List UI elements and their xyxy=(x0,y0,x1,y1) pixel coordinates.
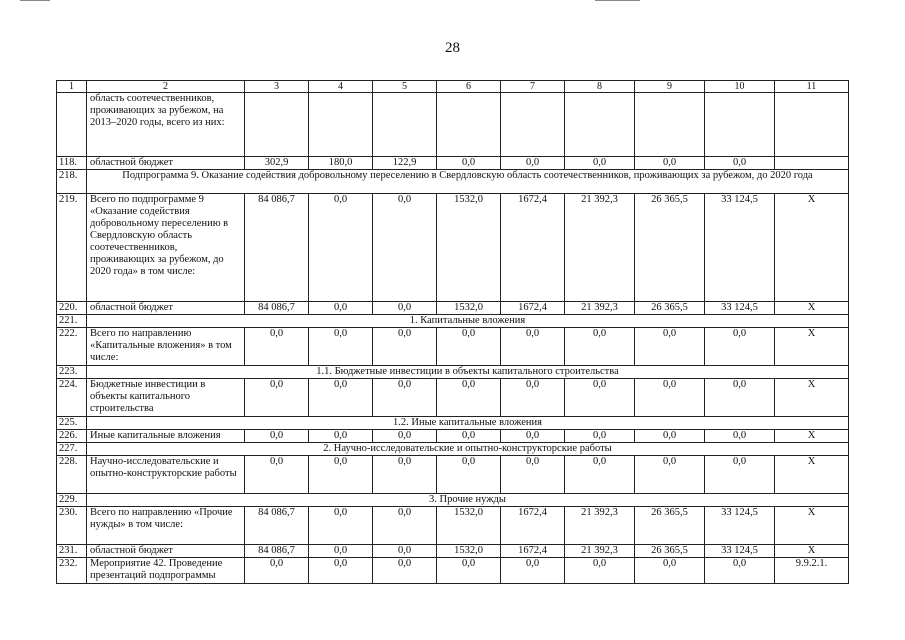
value-cell: 0,0 xyxy=(309,379,373,417)
value-cell: 0,0 xyxy=(373,558,437,584)
table-row xyxy=(57,558,849,584)
row-description: область соотечественников, проживающих за рубежом, на 2013–2020 годы, всего из них: xyxy=(87,93,245,157)
row-description: областной бюджет xyxy=(87,157,245,170)
row-description: Бюджетные инвестиции в объекты капитального строительства xyxy=(87,379,245,417)
row-description: Всего по направлению «Капитальные вложения» в том числе: xyxy=(87,328,245,366)
value-cell: 21 392,3 xyxy=(565,545,635,558)
row-description: областной бюджет xyxy=(87,302,245,315)
value-cell: 0,0 xyxy=(373,302,437,315)
value-cell: 1672,4 xyxy=(501,302,565,315)
section-heading-row xyxy=(57,443,849,456)
value-cell xyxy=(775,157,849,170)
value-cell: 0,0 xyxy=(373,507,437,545)
row-number: 229. xyxy=(57,494,87,507)
value-cell: 26 365,5 xyxy=(635,302,705,315)
value-cell: 0,0 xyxy=(705,328,775,366)
section-heading: 1.1. Бюджетные инвестиции в объекты капитального строительства xyxy=(87,366,849,379)
value-cell xyxy=(565,93,635,157)
row-number: 228. xyxy=(57,456,87,494)
value-cell: 1672,4 xyxy=(501,194,565,302)
value-cell xyxy=(635,93,705,157)
table-row xyxy=(57,545,849,558)
value-cell: 0,0 xyxy=(565,558,635,584)
row-number: 219. xyxy=(57,194,87,302)
value-cell: 1532,0 xyxy=(437,194,501,302)
row-number xyxy=(57,93,87,157)
value-cell: X xyxy=(775,545,849,558)
value-cell: 0,0 xyxy=(245,558,309,584)
row-number: 221. xyxy=(57,315,87,328)
value-cell: 0,0 xyxy=(309,328,373,366)
table-row xyxy=(57,194,849,302)
value-cell: 1532,0 xyxy=(437,545,501,558)
table-row xyxy=(57,157,849,170)
value-cell: 84 086,7 xyxy=(245,302,309,315)
value-cell: 1532,0 xyxy=(437,507,501,545)
value-cell: 0,0 xyxy=(565,328,635,366)
value-cell: 26 365,5 xyxy=(635,507,705,545)
section-heading-row xyxy=(57,417,849,430)
value-cell: 0,0 xyxy=(705,379,775,417)
row-number: 226. xyxy=(57,430,87,443)
value-cell: 0,0 xyxy=(501,157,565,170)
value-cell: 0,0 xyxy=(437,379,501,417)
value-cell: 0,0 xyxy=(437,430,501,443)
value-cell: 0,0 xyxy=(309,558,373,584)
column-number-cell: 7 xyxy=(501,81,565,93)
table-row xyxy=(57,430,849,443)
value-cell: 0,0 xyxy=(373,456,437,494)
value-cell: 26 365,5 xyxy=(635,194,705,302)
value-cell: 33 124,5 xyxy=(705,194,775,302)
value-cell: 302,9 xyxy=(245,157,309,170)
value-cell: 0,0 xyxy=(245,328,309,366)
row-description: Всего по подпрограмме 9 «Оказание содействия добровольному переселению в Свердловскую область соотечественников, проживающих за рубежом, до 2020 года» в том числе: xyxy=(87,194,245,302)
row-description: областной бюджет xyxy=(87,545,245,558)
column-number-cell: 11 xyxy=(775,81,849,93)
column-number-cell: 6 xyxy=(437,81,501,93)
value-cell: 0,0 xyxy=(635,157,705,170)
value-cell: 0,0 xyxy=(373,545,437,558)
row-number: 227. xyxy=(57,443,87,456)
table-row xyxy=(57,456,849,494)
value-cell: 0,0 xyxy=(705,430,775,443)
budget-table xyxy=(56,80,849,584)
value-cell: 33 124,5 xyxy=(705,302,775,315)
row-number: 231. xyxy=(57,545,87,558)
value-cell: 0,0 xyxy=(565,430,635,443)
value-cell: 0,0 xyxy=(501,558,565,584)
column-number-cell: 2 xyxy=(87,81,245,93)
row-number: 218. xyxy=(57,170,87,194)
section-heading-row xyxy=(57,494,849,507)
section-heading: Подпрограмма 9. Оказание содействия добровольному переселению в Свердловскую область соотечественников, проживающих за рубежом, до 2020 года xyxy=(87,170,849,194)
value-cell: 9.9.2.1. xyxy=(775,558,849,584)
value-cell: 84 086,7 xyxy=(245,545,309,558)
value-cell: X xyxy=(775,379,849,417)
row-number: 232. xyxy=(57,558,87,584)
row-description: Научно-исследовательские и опытно-конструкторские работы xyxy=(87,456,245,494)
value-cell: 1672,4 xyxy=(501,545,565,558)
value-cell xyxy=(775,93,849,157)
value-cell xyxy=(245,93,309,157)
section-heading-row xyxy=(57,170,849,194)
value-cell: 0,0 xyxy=(501,328,565,366)
row-number: 222. xyxy=(57,328,87,366)
column-number-cell: 8 xyxy=(565,81,635,93)
value-cell: 21 392,3 xyxy=(565,507,635,545)
value-cell: 0,0 xyxy=(309,545,373,558)
value-cell: 0,0 xyxy=(309,507,373,545)
column-number-row xyxy=(57,81,849,93)
section-heading-row xyxy=(57,366,849,379)
value-cell: 0,0 xyxy=(501,430,565,443)
column-number-cell: 1 xyxy=(57,81,87,93)
table-row xyxy=(57,302,849,315)
value-cell: 26 365,5 xyxy=(635,545,705,558)
value-cell: 0,0 xyxy=(437,558,501,584)
value-cell: X xyxy=(775,194,849,302)
value-cell: 1672,4 xyxy=(501,507,565,545)
value-cell: 0,0 xyxy=(245,379,309,417)
value-cell: 0,0 xyxy=(245,430,309,443)
table-row xyxy=(57,328,849,366)
value-cell: 0,0 xyxy=(705,558,775,584)
value-cell: 0,0 xyxy=(309,302,373,315)
value-cell: 0,0 xyxy=(635,328,705,366)
row-number: 223. xyxy=(57,366,87,379)
table-row xyxy=(57,507,849,545)
value-cell xyxy=(309,93,373,157)
section-heading: 1.2. Иные капитальные вложения xyxy=(87,417,849,430)
value-cell: 0,0 xyxy=(635,430,705,443)
value-cell: 84 086,7 xyxy=(245,194,309,302)
row-number: 225. xyxy=(57,417,87,430)
value-cell: 0,0 xyxy=(437,157,501,170)
value-cell: X xyxy=(775,328,849,366)
value-cell: 0,0 xyxy=(245,456,309,494)
value-cell: 0,0 xyxy=(437,456,501,494)
value-cell: X xyxy=(775,507,849,545)
value-cell: 0,0 xyxy=(501,456,565,494)
value-cell: 0,0 xyxy=(309,194,373,302)
value-cell: 21 392,3 xyxy=(565,194,635,302)
value-cell: 0,0 xyxy=(309,456,373,494)
column-number-cell: 9 xyxy=(635,81,705,93)
value-cell: 33 124,5 xyxy=(705,545,775,558)
row-description: Всего по направлению «Прочие нужды» в том числе: xyxy=(87,507,245,545)
column-number-cell: 3 xyxy=(245,81,309,93)
section-heading: 3. Прочие нужды xyxy=(87,494,849,507)
value-cell: 0,0 xyxy=(635,558,705,584)
row-description: Иные капитальные вложения xyxy=(87,430,245,443)
row-description: Мероприятие 42. Проведение презентаций подпрограммы xyxy=(87,558,245,584)
value-cell: 0,0 xyxy=(705,157,775,170)
value-cell: 0,0 xyxy=(437,328,501,366)
value-cell: 0,0 xyxy=(635,379,705,417)
table-row xyxy=(57,93,849,157)
row-number: 220. xyxy=(57,302,87,315)
value-cell: 84 086,7 xyxy=(245,507,309,545)
value-cell: X xyxy=(775,456,849,494)
value-cell: 33 124,5 xyxy=(705,507,775,545)
value-cell: 0,0 xyxy=(373,379,437,417)
value-cell: 0,0 xyxy=(373,194,437,302)
value-cell: 1532,0 xyxy=(437,302,501,315)
value-cell: 21 392,3 xyxy=(565,302,635,315)
value-cell: 122,9 xyxy=(373,157,437,170)
value-cell: 0,0 xyxy=(373,430,437,443)
value-cell: 0,0 xyxy=(309,430,373,443)
value-cell: X xyxy=(775,302,849,315)
value-cell xyxy=(437,93,501,157)
value-cell: 180,0 xyxy=(309,157,373,170)
scan-edge-right xyxy=(595,0,640,1)
value-cell xyxy=(705,93,775,157)
value-cell: 0,0 xyxy=(635,456,705,494)
value-cell: 0,0 xyxy=(373,328,437,366)
row-number: 230. xyxy=(57,507,87,545)
section-heading-row xyxy=(57,315,849,328)
value-cell: X xyxy=(775,430,849,443)
value-cell: 0,0 xyxy=(565,456,635,494)
value-cell xyxy=(501,93,565,157)
table-body xyxy=(57,81,849,584)
page-number: 28 xyxy=(445,40,460,56)
value-cell: 0,0 xyxy=(705,456,775,494)
table-row xyxy=(57,379,849,417)
row-number: 224. xyxy=(57,379,87,417)
column-number-cell: 5 xyxy=(373,81,437,93)
section-heading: 1. Капитальные вложения xyxy=(87,315,849,328)
value-cell: 0,0 xyxy=(565,157,635,170)
scan-edge-left xyxy=(20,0,50,1)
column-number-cell: 10 xyxy=(705,81,775,93)
column-number-cell: 4 xyxy=(309,81,373,93)
value-cell xyxy=(373,93,437,157)
value-cell: 0,0 xyxy=(565,379,635,417)
section-heading: 2. Научно-исследовательские и опытно-конструкторские работы xyxy=(87,443,849,456)
row-number: 118. xyxy=(57,157,87,170)
value-cell: 0,0 xyxy=(501,379,565,417)
